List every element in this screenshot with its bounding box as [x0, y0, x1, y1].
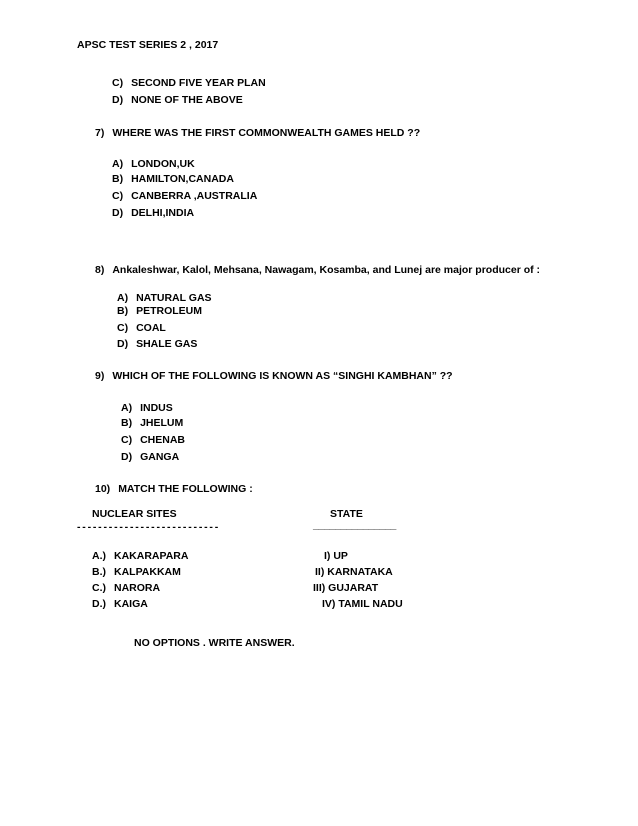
q10-state-4: IV) TAMIL NADU — [322, 598, 403, 610]
q9-question: 9) WHICH OF THE FOLLOWING IS KNOWN AS “SINGHI KAMBHAN” ?? — [95, 370, 453, 382]
q10-state-2: II) KARNATAKA — [315, 566, 393, 578]
q9-option-c: C) CHENAB — [121, 434, 186, 446]
q7-option-c: C) CANBERRA ,AUSTRALIA — [112, 190, 258, 202]
q8-question: 8) Ankaleshwar, Kalol, Mehsana, Nawagam, Kosamba, and Lunej are major producer of : — [95, 264, 541, 276]
q10-site-a: A.) KAKARAPARA — [92, 550, 189, 562]
q7-option-b: B) HAMILTON,CANADA — [112, 173, 234, 185]
q6-option-c: C) SECOND FIVE YEAR PLAN — [112, 77, 266, 89]
q7-option-a: A) LONDON,UK — [112, 158, 195, 170]
q10-col2-rule: _______________ — [313, 519, 397, 531]
q10-col1-header: NUCLEAR SITES — [92, 508, 177, 520]
q7-option-d: D) DELHI,INDIA — [112, 207, 195, 219]
q6-option-d: D) NONE OF THE ABOVE — [112, 94, 243, 106]
q10-question: 10) MATCH THE FOLLOWING : — [95, 483, 253, 495]
page-header: APSC TEST SERIES 2 , 2017 — [77, 39, 219, 51]
q10-state-1: I) UP — [324, 550, 348, 562]
q10-col1-rule: --------------------------- — [77, 521, 221, 533]
q7-question: 7) WHERE WAS THE FIRST COMMONWEALTH GAMES HELD ?? — [95, 127, 421, 139]
q10-col2-header: STATE — [330, 508, 363, 520]
footer-note: NO OPTIONS . WRITE ANSWER. — [134, 637, 295, 649]
q10-site-d: D.) KAIGA — [92, 598, 148, 610]
q8-option-c: C) COAL — [117, 322, 166, 334]
q8-option-d: D) SHALE GAS — [117, 338, 198, 350]
q10-site-b: B.) KALPAKKAM — [92, 566, 181, 578]
q10-state-3: III) GUJARAT — [313, 582, 379, 594]
q9-option-b: B) JHELUM — [121, 417, 184, 429]
q8-option-b: B) PETROLEUM — [117, 305, 203, 317]
q8-option-a: A) NATURAL GAS — [117, 292, 212, 304]
q10-site-c: C.) NARORA — [92, 582, 161, 594]
q9-option-a: A) INDUS — [121, 402, 173, 414]
q9-option-d: D) GANGA — [121, 451, 180, 463]
